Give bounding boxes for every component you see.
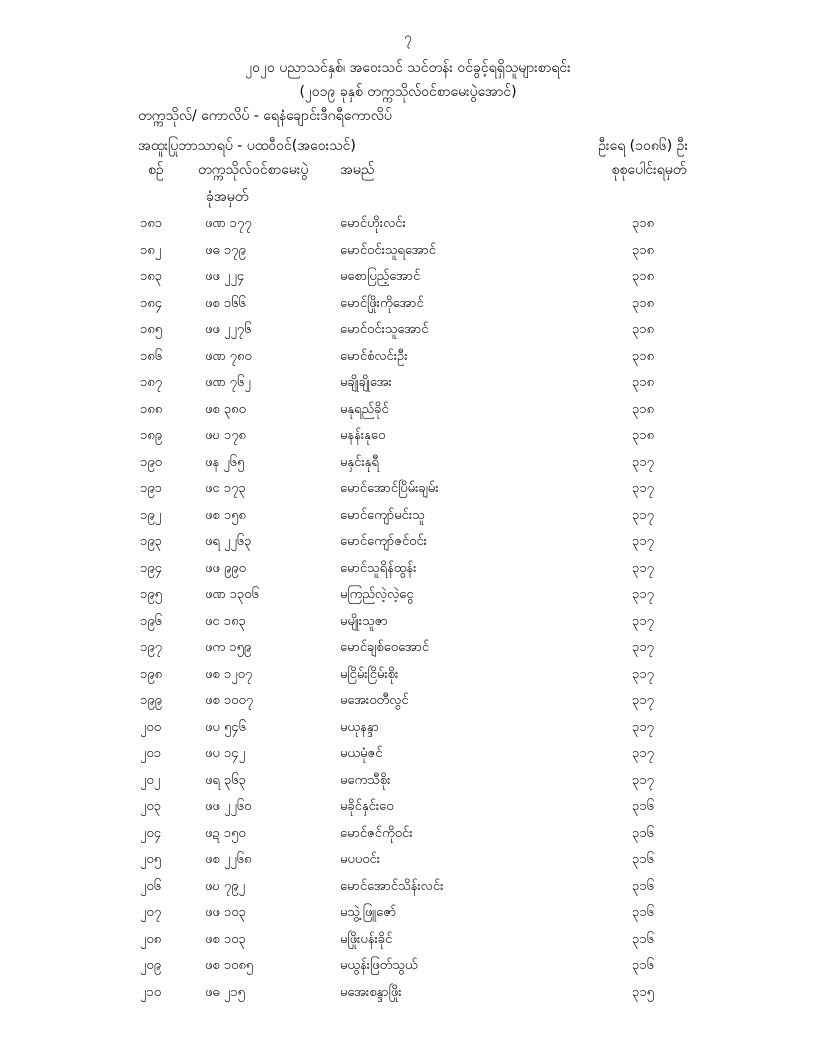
row-marks: ၃၁၈ [631,401,655,417]
row-marks: ၃၁၆ [632,958,654,973]
row-marks: ၃၁၇ [632,719,654,735]
row-marks: ၃၁၆ [632,799,654,814]
row-serial: ၁၉၅ [140,587,162,602]
table-row [0,241,816,268]
header-roll-line1: တက္ကသိုလ်ဝင်စာမေးပွဲ [198,162,309,178]
row-name: မယမုံဇင် [340,746,383,761]
table-row [0,691,816,718]
row-marks: ၃၁၈ [631,216,655,231]
table-row [0,903,816,930]
header-roll-number [198,160,328,208]
row-marks: ၃၁၇ [632,640,654,655]
row-serial: ၂၀၅ [140,852,162,867]
table-row [0,665,816,692]
row-name: မအေးဝတီလွင် [340,693,409,708]
table-row [0,612,816,639]
row-roll-number: ဖဓ ၁၇၉ [205,242,246,258]
table-row [0,400,816,427]
row-roll-number: ဖဏ ၇၆၂ [205,375,251,390]
row-name: မနုရည်ခိုင် [340,401,389,417]
row-marks: ၃၁၈ [631,295,655,311]
table-row [0,930,816,957]
row-serial: ၁၉၃ [140,534,162,549]
row-name: မမျိုးသူဇာ [340,613,388,629]
document-title: ၂၀၂၀ ပညာသင်နှစ်၊ အဝေးသင် သင်တန်း ဝင်ခွင့်ရရှိသူများစာရင်း [245,60,571,76]
row-name: မစောပြည့်အောင် [340,269,421,284]
row-roll-number: ဖဖ ၂၂၇၆ [205,322,252,337]
row-marks: ၃၁၆ [632,905,654,920]
row-roll-number: ဖပ ၅၄၆ [205,719,246,735]
row-name: မောင်ဖြိုးကိုအောင် [340,295,424,311]
row-name: မဖြိုးပန်းခိုင် [340,931,393,947]
row-roll-number: ဖဏ ၇၈၀ [205,348,252,364]
row-marks: ၃၁၇ [632,772,654,788]
row-marks: ၃၁၈ [631,269,655,284]
row-name: မောင်အောင်သိန်းလင်း [340,878,444,894]
row-serial: ၁၈၆ [140,348,163,364]
row-serial: ၁၉၂ [140,507,162,523]
row-marks: ၃၁၆ [632,931,654,947]
row-name: မောင်စံလင်းဦး [340,348,408,364]
row-marks: ၃၁၇ [632,613,654,629]
row-serial: ၁၉၈ [140,666,163,682]
row-name: မောင်ကျော်မင်းသူ [340,507,425,523]
header-serial: စဉ် [148,162,164,178]
row-roll-number: ဖဎ ၇၉၂ [205,878,245,894]
row-marks: ၃၁၇ [632,587,654,602]
row-roll-number: ဖဓ ၂၁၅ [205,984,245,1000]
row-roll-number: ဖဖ ၂၂၄ [205,269,245,284]
row-marks: ၃၁၈ [631,322,655,337]
row-marks: ၃၁၈ [631,375,655,390]
row-marks: ၃၁၇ [632,560,654,576]
row-roll-number: ဖစ ၁၀၃ [205,931,246,947]
row-name: မသွဲ့ဖြူဇော် [340,905,397,920]
row-serial: ၁၉၉ [140,693,162,708]
row-marks: ၃၁၇ [632,534,654,549]
table-row [0,585,816,612]
row-name: မောင်ချစ်ဝေအောင် [340,640,430,655]
row-serial: ၂၀၆ [140,878,162,894]
row-marks: ၃၁၇ [632,481,654,496]
row-name: မောင်ဝင်းသူအောင် [340,322,429,337]
row-serial: ၁၈၉ [140,428,163,443]
row-name: မကေသီစိုး [340,772,391,788]
row-roll-number: ဖန ၂၆၅ [205,454,245,470]
table-row [0,532,816,559]
row-name: မောင်ဟိုးလင်း [340,216,406,231]
table-row [0,479,816,506]
university-line: တက္ကသိုလ်/ ကောလိပ် - ရေနံချောင်းဒီဂရီကောလိပ် [138,108,392,124]
row-serial: ၁၉၄ [140,560,162,576]
row-serial: ၁၈၇ [140,375,163,390]
row-marks: ၃၁၆ [632,878,654,894]
row-roll-number: ဖရ ၂၂၆၃ [205,534,252,549]
header-name: အမည် [340,162,375,178]
row-serial: ၂၀၉ [140,958,162,973]
row-roll-number: ဖဎ ၁၇၈ [205,428,246,443]
row-name: မနန်းနုဝေ [340,428,386,443]
row-name: မောင်ဇင်ကိုဝင်း [340,825,413,841]
row-roll-number: ဖဖ ၉၉၀ [205,560,246,576]
table-row [0,373,816,400]
header-roll-line2: ခုံအမှတ် [206,189,249,205]
table-row [0,453,816,480]
row-roll-number: ဖစ ၁၂၀၇ [205,666,253,682]
row-marks: ၃၁၇ [632,693,654,708]
row-name: မအေးစန္ဒာဖြိုး [340,984,402,1000]
row-marks: ၃၁၇ [632,666,654,682]
table-row [0,347,816,374]
row-roll-number: ဖစ ၂၂၆၈ [205,852,252,867]
row-roll-number: ဖဍ ၁၅၀ [205,825,246,841]
table-row [0,824,816,851]
row-name: မငြိမ်းငြိမ်းစိုး [340,666,399,682]
table-row [0,850,816,877]
row-roll-number: ဖပ ၁၄၂ [205,746,245,761]
table-row [0,983,816,1010]
row-name: မချိုချိုအေး [340,375,392,390]
row-roll-number: ဖစ ၃၈၀ [205,401,246,417]
row-roll-number: ဖဏ ၁၇၇ [205,216,252,231]
table-row [0,956,816,983]
table-row [0,294,816,321]
row-roll-number: ဖစ ၁၅၈ [205,507,246,523]
table-row [0,267,816,294]
table-row [0,214,816,241]
table-row [0,771,816,798]
row-name: မောင်အောင်ပြိမ်းချမ်း [340,481,439,496]
row-serial: ၁၈၁ [140,216,163,231]
row-serial: ၂၀၇ [140,905,162,920]
row-marks: ၃၁၅ [632,984,654,1000]
row-marks: ၃၁၈ [631,242,655,258]
table-row [0,426,816,453]
row-serial: ၁၈၄ [140,295,163,311]
row-roll-number: ဖရ ၃၆၃ [205,772,246,788]
row-name: မောင်သူရိန်ထွန်း [340,560,417,576]
row-name: မယုနန္ဒာ [340,719,379,735]
row-serial: ၁၉၇ [140,640,162,655]
row-serial: ၂၀၁ [140,746,162,761]
row-marks: ၃၁၇ [632,507,654,523]
row-name: မနှင်းနုရီ [340,454,379,470]
row-marks: ၃၁၈ [631,428,655,443]
row-marks: ၃၁၆ [632,852,654,867]
row-serial: ၁၈၈ [140,401,163,417]
row-name: မကြည်လဲ့လဲ့ငွေ [340,587,414,602]
page-number: ၇ [404,30,412,46]
table-row [0,638,816,665]
row-roll-number: ဖဖ ၁၀၃ [205,905,246,920]
table-row [0,877,816,904]
row-roll-number: ဖက ၁၅၉ [205,640,252,655]
row-marks: ၃၁၈ [631,348,655,364]
row-serial: ၁၉၆ [140,613,162,629]
row-roll-number: ဖစ ၁၀၀၇ [205,693,254,708]
row-marks: ၃၁၆ [632,825,654,841]
table-row [0,797,816,824]
table-row [0,320,816,347]
table-row [0,718,816,745]
row-serial: ၂၀၃ [140,799,162,814]
row-serial: ၁၈၃ [140,269,163,284]
row-serial: ၂၀၀ [140,719,162,735]
row-serial: ၂၀၈ [140,931,162,947]
row-roll-number: ဖဖ ၂၂၆၀ [205,799,252,814]
row-roll-number: ဖဏ ၁၃၀၆ [205,587,259,602]
table-row [0,559,816,586]
row-roll-number: ဖစ ၁၆၆ [205,295,246,311]
major-subject-line: အထူးပြုဘာသာရပ် - ပထဝီဝင်(အဝေးသင်) [138,138,356,154]
row-roll-number: ဖစ ၁၀၈၅ [205,958,254,973]
total-count: ဦးရေ (၁၀၈၆) ဦး [598,138,688,154]
row-name: မောင်ကျော်ဇင်ဝင်း [340,534,427,549]
table-header [0,160,816,205]
row-serial: ၂၁၀ [140,984,162,1000]
row-name: မပပဝင်း [340,852,381,867]
table-body [0,214,816,1009]
row-serial: ၁၉၀ [140,454,162,470]
row-serial: ၁၉၁ [140,481,162,496]
document-subtitle: (၂၀၁၉ ခုနှစ် တက္ကသိုလ်ဝင်စာမေးပွဲအောင်) [299,84,517,100]
row-serial: ၂၀၄ [140,825,162,841]
row-serial: ၂၀၂ [140,772,161,788]
table-row [0,506,816,533]
row-name: မောင်ဝင်းသူရအောင် [340,242,436,258]
row-roll-number: ဖင ၁၈၃ [205,613,246,629]
table-row [0,744,816,771]
row-serial: ၁၈၅ [140,322,163,337]
row-name: မခိုင်နှင်းဝေ [340,799,394,814]
row-roll-number: ဖင ၁၇၃ [205,481,246,496]
row-serial: ၁၈၂ [140,242,162,258]
header-marks: စုစုပေါင်းရမှတ် [611,162,687,178]
row-marks: ၃၁၇ [632,454,654,470]
row-marks: ၃၁၇ [632,746,654,761]
row-name: မယွန်းဖြတ်သွယ် [340,958,418,973]
